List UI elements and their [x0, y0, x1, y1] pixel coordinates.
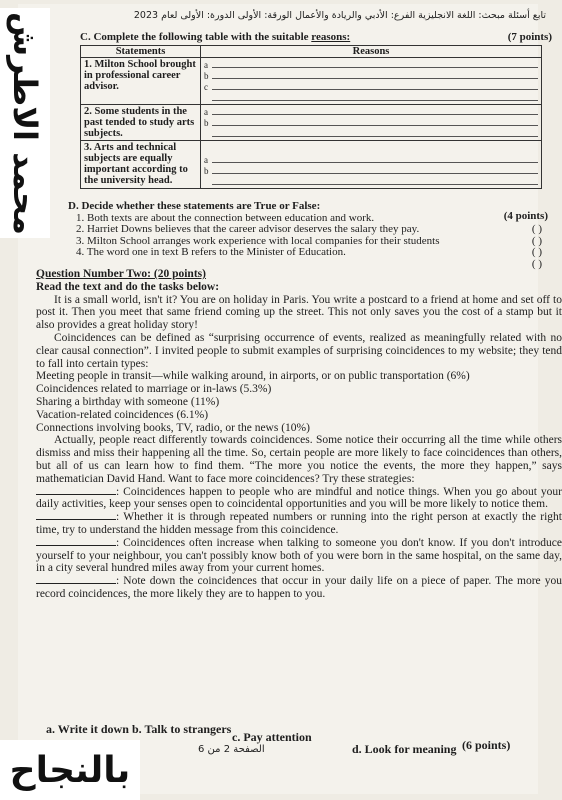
- answer-paren[interactable]: ( ): [531, 234, 542, 247]
- tf-item: 2. Harriet Downs believes that the career advisor deserves the salary they pay. ( ): [76, 223, 542, 235]
- answer-line[interactable]: [212, 82, 538, 90]
- section-c-title: C. Complete the following table with the suitable reasons:: [80, 31, 351, 43]
- list-item: Meeting people in transit—while walking around, in airports, or on public transportation (6%): [36, 370, 470, 383]
- section-d: [68, 201, 556, 270]
- reason-cell: a b: [201, 141, 542, 189]
- exam-paper: [18, 4, 562, 794]
- list-item: Coincidences related to marriage or in-laws (5.3%): [36, 383, 272, 396]
- answer-blank[interactable]: [36, 575, 116, 584]
- answer-line[interactable]: [212, 129, 538, 137]
- question-two: [36, 268, 562, 601]
- answer-line[interactable]: [212, 118, 538, 126]
- success-sticker: بالنجاح: [0, 740, 140, 800]
- statement-cell: 2. Some students in the past tended to study arts subjects.: [81, 105, 201, 141]
- answer-paren[interactable]: ( ): [531, 223, 542, 235]
- statements-header: Statements: [81, 46, 201, 58]
- match-points: (6 points): [462, 738, 511, 752]
- answer-line[interactable]: [212, 60, 538, 68]
- strategy: : Note down the coincidences that occur in your daily life on a piece of paper. The more you record coincidences, the more likely they are to happen to you.: [36, 575, 562, 600]
- paragraph: It is a small world, isn't it? You are on holiday in Paris. You write a postcard to a friend at home and set off to post it. Then you meet that same friend coming up the street. This not only saves you the cost of a stamp but it also provides a great holiday story!: [36, 293, 562, 332]
- table-row: [81, 105, 542, 141]
- option-c: c. Pay attention: [232, 730, 312, 744]
- table-row: [81, 58, 542, 105]
- statement-cell: 3. Arts and technical subjects are equally important according to the university head.: [81, 141, 201, 189]
- option-d: d. Look for meaning: [352, 742, 457, 756]
- answer-paren[interactable]: ( ): [531, 246, 542, 258]
- strategy: : Coincidences often increase when talking to someone you don't know. If you don't introduce yourself to your neighbour, you can't possibly know both of you were born in the same hospital, on the same day, in a city several hundred miles away from your current homes.: [36, 536, 562, 575]
- answer-blank[interactable]: [36, 511, 116, 520]
- list-item: Connections involving books, TV, radio, or the news (10%): [36, 421, 310, 434]
- statement-cell: 1. Milton School brought in professional career advisor.: [81, 58, 201, 105]
- tf-item: 1. Both texts are about the connection between education and work.: [76, 211, 375, 224]
- option-b: b. Talk to strangers: [132, 722, 232, 736]
- answer-paren[interactable]: ( ): [531, 257, 542, 270]
- strategy: : Whether it is through repeated numbers or running into the right person at exactly the right time, try to understand the hidden message from this coincidence.: [36, 511, 562, 536]
- section-d-points: (4 points): [503, 210, 548, 222]
- answer-blank[interactable]: [36, 537, 116, 546]
- answer-blank[interactable]: [36, 486, 116, 495]
- question-two-instruction: Read the text and do the tasks below:: [36, 280, 220, 293]
- reasons-table: [80, 45, 542, 189]
- strategy: : Coincidences happen to people who are mindful and notice things. When you go about your daily activities, keep your senses open to coincidental opportunities and you will be more likely to notice them.: [36, 485, 562, 511]
- exam-header: تابع أسئلة مبحث: اللغة الانجليزية الفرع: الأدبي والريادة والأعمال الورقة: الأولى الدورة: الأولى لعام 2023: [133, 10, 546, 21]
- paragraph: Actually, people react differently towards coincidences. Some notice their occurring all the time while others dismiss and miss their happening all the time. So, certain people are more likely to face coincidences than others, but all of us can learn how to find them. “The more you notice the events, the more they happen,” says mathematician David Hand. Want to face more coincidences? Try these strategies:: [36, 434, 562, 485]
- name-sticker: محمد الاطرش: [0, 8, 50, 238]
- section-c-points: (7 points): [507, 31, 552, 43]
- list-item: Vacation-related coincidences (6.1%): [36, 408, 209, 421]
- page-number: الصفحة 2 من 6: [198, 744, 265, 755]
- answer-line[interactable]: [212, 93, 538, 101]
- reason-cell: a b c: [201, 58, 542, 105]
- tf-item: 3. Milton School arranges work experience with local companies for their students ( ): [76, 234, 542, 247]
- option-a: a. Write it down: [46, 722, 129, 736]
- table-row: [81, 141, 542, 189]
- tf-item: 4. The word one in text B refers to the Minister of Education. ( ): [76, 246, 542, 258]
- section-d-title: D. Decide whether these statements are True or False:: [68, 200, 321, 212]
- question-two-title: Question Number Two: (20 points): [36, 268, 206, 280]
- answer-line[interactable]: [212, 155, 538, 163]
- answer-line[interactable]: [212, 177, 538, 185]
- answer-line[interactable]: [212, 166, 538, 174]
- answer-line[interactable]: [212, 71, 538, 79]
- answer-line[interactable]: [212, 107, 538, 115]
- list-item: Sharing a birthday with someone (11%): [36, 395, 220, 408]
- reason-cell: a b: [201, 105, 542, 141]
- section-c: [80, 31, 552, 189]
- reasons-header: Reasons: [201, 46, 542, 58]
- paragraph: Coincidences can be defined as “surprising occurrence of events, realized as meaningfully related with no clear causal connection”. I invited people to submit examples of surprising coincidences to my website; they tend to fall into certain types:: [36, 331, 562, 370]
